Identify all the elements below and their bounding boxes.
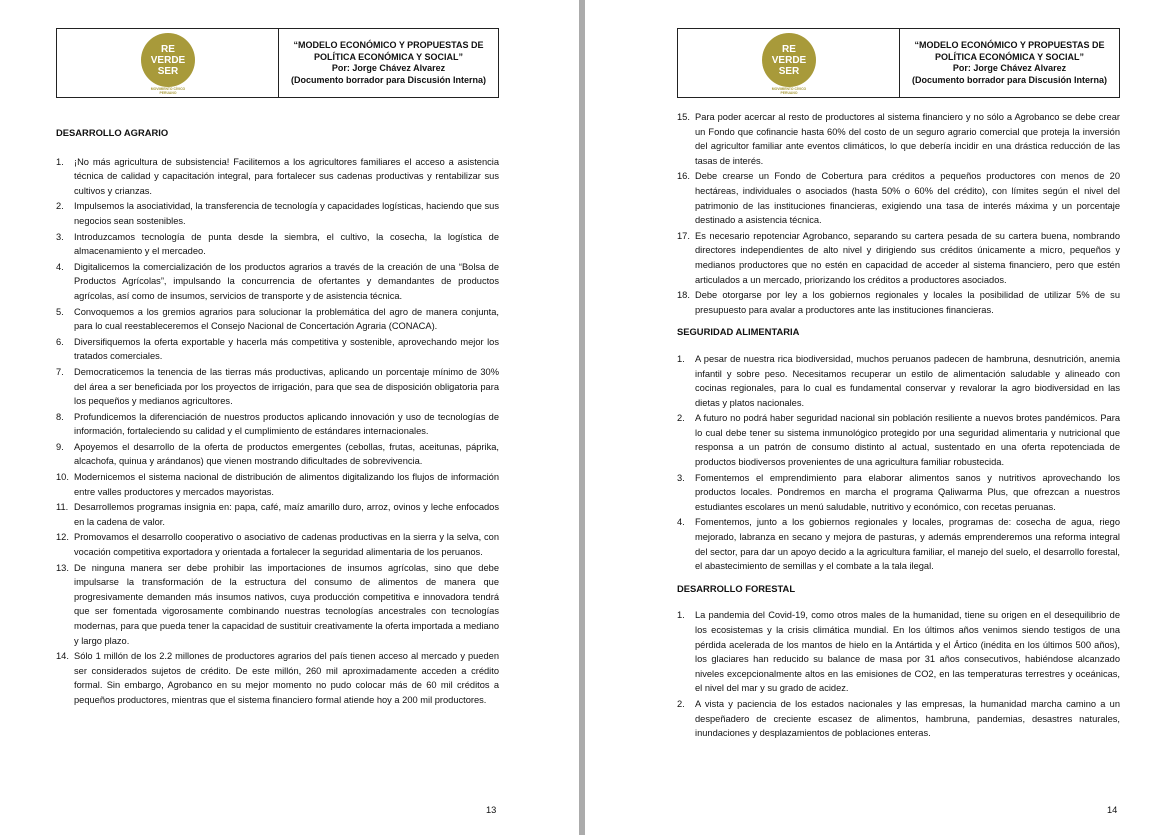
forestal-list [677, 608, 1120, 740]
item-number: 3. [56, 231, 64, 242]
reverdeser-logo [759, 32, 819, 94]
list-item [677, 697, 1120, 741]
page-number: 13 [486, 805, 497, 815]
section-title-seguridad-alimentaria: SEGURIDAD ALIMENTARIA [677, 326, 800, 338]
header-author: Por: Jorge Chávez Alvarez [952, 63, 1067, 73]
document-page-14 [585, 0, 1163, 835]
item-number: 1. [677, 353, 685, 364]
item-number: 5. [56, 306, 64, 317]
svg-text:SER: SER [157, 66, 178, 77]
svg-text:SER: SER [778, 66, 799, 77]
svg-text:RE: RE [160, 44, 175, 55]
item-text: Profundicemos la diferenciación de nuestros productos aplicando innovación y uso de tecnologías de información, fortaleciendo su calidad y el cumplimiento de estándares internacionales. [74, 411, 499, 437]
svg-text:VERDE: VERDE [771, 55, 806, 66]
list-item [56, 561, 499, 649]
item-number: 12. [56, 532, 69, 543]
item-text: Impulsemos la asociatividad, la transferencia de tecnología y capacidades logísticas, haciendo que sus negocios sean sostenibles. [74, 201, 499, 226]
list-item [677, 471, 1120, 515]
list-item [677, 608, 1120, 696]
item-number: 1. [677, 610, 685, 621]
page-body [677, 110, 1120, 742]
item-text: La pandemia del Covid-19, como otros males de la humanidad, tiene su origen en el desequilibrio de los ecosistemas y la crisis climática mundial. En los últimos años venimos siendo testigos de una pérdida acelerada de los mantos de hielo en la Antártida y el Ártico (inédita en los últimos 500 años), los glaciares han reducido su balance de masa por 31 años consecutivos, habiéndose alcanzado niveles excepcionalmente altos en las emisiones de CO2, en las temperaturas terrestres y oceánicas, el nivel del mar y su grado de acidez. [695, 610, 1120, 694]
reverdeser-logo [138, 32, 198, 94]
item-number: 2. [677, 413, 685, 424]
svg-text:VERDE: VERDE [150, 55, 185, 66]
list-item [677, 288, 1120, 317]
item-number: 3. [677, 472, 685, 483]
list-item [677, 229, 1120, 287]
svg-text:RE: RE [781, 44, 796, 55]
section-title-desarrollo-agrario: DESARROLLO AGRARIO [56, 127, 169, 138]
list-item [677, 110, 1120, 168]
item-text: A vista y paciencia de los estados nacionales y las empresas, la humanidad marcha camino a un despeñadero de creciente escasez de alimentos, hambruna, pandemias, desastres naturales, inundaciones y desplazamientos de poblaciones enteras. [695, 698, 1120, 739]
item-text: Desarrollemos programas insignia en: papa, café, maíz amarillo duro, arroz, ovinos y leche enfocados en la cadena de valor. [74, 502, 499, 527]
item-number: 2. [56, 201, 64, 212]
page-header [677, 28, 1120, 98]
header-note: (Documento borrador para Discusión Interna) [911, 74, 1108, 85]
list-item [56, 335, 499, 364]
item-number: 14. [56, 651, 69, 662]
item-number: 2. [677, 698, 685, 709]
seguridad-list [677, 352, 1120, 574]
svg-text:MOVIMIENTO CÍVICO: MOVIMIENTO CÍVICO [771, 87, 806, 91]
item-number: 15. [677, 112, 690, 122]
item-number: 4. [56, 261, 64, 272]
item-text: Diversifiquemos la oferta exportable y hacerla más competitiva y sostenible, aprovechando mejor los tratados comerciales. [74, 336, 499, 362]
list-item [56, 470, 499, 499]
item-number: 6. [56, 336, 64, 347]
svg-text:PERUANO: PERUANO [159, 91, 176, 94]
item-number: 4. [677, 517, 685, 528]
header-title-line1: “MODELO ECONÓMICO Y PROPUESTAS DE [914, 40, 1105, 50]
item-text: Digitalicemos la comercialización de los productos agrarios a través de la creación de una “Bolsa de Productos Agrícolas”, impulsando la concurrencia de ofertantes y demandantes de productos agrícolas, así como de insumos, servicios de transporte y de asistencia técnica. [74, 261, 499, 301]
item-text: A futuro no podrá haber seguridad nacional sin población resiliente a nuevos brotes pandémicos. Para lo cual debe tener su sistema inmunológico protegido por una seguridad alimentaria y nutricional que responsa a un patrón de consumo distinto al actual, sustentado en una oferta repotenciada de productos biodiversos provenientes de una agricultura familiar robustecida. [695, 413, 1120, 468]
list-item [56, 365, 499, 409]
item-number: 11. [56, 502, 69, 513]
header-author: Por: Jorge Chávez Alvarez [331, 63, 446, 73]
item-text: Convoquemos a los gremios agrarios para solucionar la problemática del agro de manera conjunta, para lo cual reestableceremos el Consejo Nacional de Concertación Agraria (CONACA). [74, 306, 499, 332]
item-text: Es necesario repotenciar Agrobanco, separando su cartera pesada de su cartera buena, nombrando directores independientes de alto nivel y dirigiendo sus créditos únicamente a micro, pequeños y medianos productores que no estén en capacidad de acceder al sistema financiero, pero que estén articulados a un mercado, priorizando los créditos a productores asociados. [695, 230, 1120, 285]
list-item [56, 230, 499, 259]
list-item [56, 530, 499, 559]
agrario-list-continued [677, 110, 1120, 317]
item-number: 16. [677, 171, 690, 182]
item-text: Promovamos el desarrollo cooperativo o asociativo de cadenas productivas en la sierra y la selva, con vocación competitiva exportadora y orientada a fortalecer la seguridad alimentaria de los peruanos. [74, 532, 499, 558]
item-number: 1. [56, 156, 64, 167]
item-number: 13. [56, 562, 69, 573]
list-item [56, 649, 499, 707]
header-title-line1: “MODELO ECONÓMICO Y PROPUESTAS DE [293, 40, 484, 50]
list-item [56, 500, 499, 529]
header-title-line2: POLÍTICA ECONÓMICA Y SOCIAL” [313, 51, 463, 62]
list-item [56, 305, 499, 334]
item-text: Introduzcamos tecnología de punta desde la siembra, el cultivo, la cosecha, la logística de almacenamiento y el mercadeo. [74, 231, 499, 257]
item-text: Modernicemos el sistema nacional de distribución de alimentos digitalizando los flujos de información entre valles productores y mercados mayoristas. [74, 472, 499, 497]
svg-text:PERUANO: PERUANO [780, 91, 797, 94]
agrario-list [56, 155, 499, 708]
list-item [677, 352, 1120, 410]
list-item [677, 411, 1120, 469]
item-number: 10. [56, 472, 69, 483]
list-item [56, 155, 499, 199]
logo-cell [57, 29, 279, 97]
header-title-line2: POLÍTICA ECONÓMICA Y SOCIAL” [934, 51, 1084, 62]
item-text: Fomentemos, junto a los gobiernos regionales y locales, programas de: cosecha de agua, riego mejorado, labranza en secano y mejora de pasturas, y además emprenderemos una reforma integral del sector, para dar un apoyo decido a la agricultura familiar, el manejo del suelo, el desarrollo forestal, el abastecimiento de semillas y el combate a la tala ilegal. [695, 517, 1120, 572]
item-number: 17. [677, 230, 690, 241]
document-page-13 [0, 0, 579, 835]
item-text: Debe otorgarse por ley a los gobiernos regionales y locales la posibilidad de utilizar 5% de su presupuesto para avalar a productores ante las instituciones financieras. [695, 290, 1120, 315]
page-number: 14 [1107, 805, 1118, 815]
item-number: 8. [56, 411, 64, 422]
list-item [677, 169, 1120, 227]
item-text: ¡No más agricultura de subsistencia! Facilitemos a los agricultores familiares el acceso a asistencia técnica de calidad y capacitación integral, para fortalecer sus cadenas productivas y rentabilizar sus cultivos y crianzas. [74, 156, 499, 196]
header-note: (Documento borrador para Discusión Interna) [290, 74, 487, 85]
svg-text:MOVIMIENTO CÍVICO: MOVIMIENTO CÍVICO [150, 87, 185, 91]
logo-cell [678, 29, 900, 97]
item-number: 18. [677, 290, 690, 301]
list-item [677, 515, 1120, 573]
item-text: Sólo 1 millón de los 2.2 millones de productores agrarios del país tienen acceso al mercado y pueden ser considerados sujetos de crédito. De este millón, 260 mil aproximadamente acceden a crédito formal. Sin embargo, Agrobanco en su mejor momento no pudo colocar más de 60 mil créditos a pequeños productores, mientras que el sistema financiero formal atiende hoy a 200 mil productores. [74, 651, 499, 705]
item-number: 7. [56, 366, 64, 377]
page-header [56, 28, 499, 98]
list-item [56, 410, 499, 439]
list-item [56, 440, 499, 469]
item-text: Democraticemos la tenencia de las tierras más productivas, aplicando un porcentaje mínimo de 30% del área a ser beneficiada por los proyectos de irrigación, para que sea de disposición obligatoria para los pequeños y medianos agricultores. [74, 366, 499, 407]
page-body [56, 126, 499, 709]
list-item [56, 199, 499, 228]
item-text: Para poder acercar al resto de productores al sistema financiero y no sólo a Agrobanco se debe crear un Fondo que cofinancie hasta 60% del costo de un seguro agrario comercial que proteja la inversión del agricultor familiar ante eventos climáticos, lo que debería incidir en una drástica reducción de las tasas de interés. [695, 112, 1120, 166]
header-title-block [900, 29, 1119, 97]
list-item [56, 260, 499, 304]
item-text: Debe crearse un Fondo de Cobertura para créditos a pequeños productores con menos de 20 hectáreas, individuales o asociados (hasta 50% o 60% del crédito), con límites según el nivel del patrimonio de las instituciones financieras, exigiendo una tasa de interés máxima y un porcentaje destinado a asistencia técnica. [695, 171, 1120, 226]
item-text: Apoyemos el desarrollo de la oferta de productos emergentes (cebollas, frutas, aceitunas, páprika, alcachofa, quinua y arándanos) que vienen mostrando dificultades de sobrevivencia. [74, 441, 499, 467]
header-title-block [279, 29, 498, 97]
item-text: A pesar de nuestra rica biodiversidad, muchos peruanos padecen de hambruna, desnutrición, anemia infantil y sobre peso. Necesitamos recuperar un estilo de alimentación saludable y alineado con cocinas regionales, para lo cual es fundamental conservar y revalorar la agro biodiversidad en las dietas y platos nacionales. [695, 353, 1120, 408]
section-title-desarrollo-forestal: DESARROLLO FORESTAL [677, 582, 796, 594]
item-text: De ninguna manera ser debe prohibir las importaciones de insumos agrícolas, sino que debe impulsarse la transformación de la estructura del consumo de alimentos de manera que progresivamente demanden más insumos nativos, cuya producción competitiva e innovadora tendrá que ser fomentada vigorosamente combinando nuestras tecnologías ancestrales con tecnologías modernas, para que pueda tener la capacidad de sustituir creativamente la oferta importada a mediano y largo plazo. [74, 562, 499, 646]
item-number: 9. [56, 441, 64, 452]
item-text: Fomentemos el emprendimiento para elaborar alimentos sanos y nutritivos aprovechando los productos locales. Pondremos en marcha el programa Qaliwarma Plus, que ofrezcan a nuestros estudiantes escolares un menú saludable, nutritivo y económico, con recetas peruanas. [695, 472, 1120, 512]
